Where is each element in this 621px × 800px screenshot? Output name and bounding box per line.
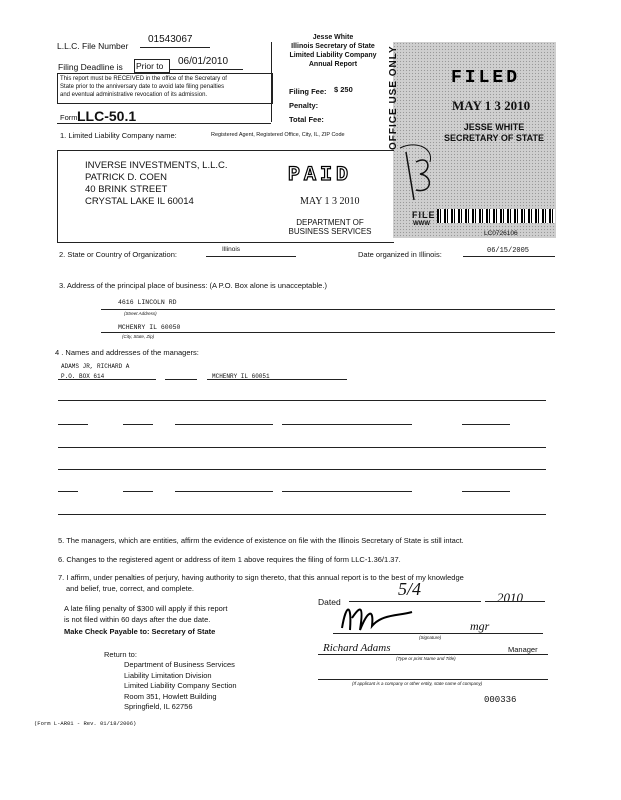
official-heading: Jesse White Illinois Secretary of State Limited Liability Company Annual Report [289,34,377,68]
barcode-left-text: WWW [413,221,430,227]
form-number: LLC-50.1 [77,108,137,124]
penalty-line2: is not filed within 60 days after the due date. [64,615,211,624]
barcode-prefix: FILE [412,210,436,220]
prior-to-label: Prior to [136,61,164,71]
item5-text: 5. The managers, which are entities, affirm the evidence of existence on file with the Illinois Secretary of State is still intact. [58,536,464,545]
signature-caption: (Signature) [419,635,442,640]
item3-label: 3. Address of the principal place of business: (A P.O. Box alone is unacceptable.) [59,281,327,290]
item6-text: 6. Changes to the registered agent or address of item 1 above requires the filing of form LLC-1.36/1.37. [58,555,401,564]
filing-notice: This report must be RECEIVED in the office of the Secretary of State prior to the anniversary date to avoid late filing penalties and eventual administrative revocation of its admission. [60,76,227,98]
barcode [437,209,555,223]
street-caption: (Street Address) [124,311,157,316]
item7-line1: 7. I affirm, under penalties of perjury, having authority to sign thereto, that this annual report is to the best of my knowledge [58,573,464,582]
llc-file-label: L.L.C. File Number [57,41,129,51]
name-caption: (Type or print Name and Title) [396,656,456,661]
handwritten-mark-icon [396,142,438,208]
filing-fee-value: $ 250 [334,85,353,94]
filing-deadline-date: 06/01/2010 [178,56,229,67]
state-of-organization: Illinois [222,246,241,253]
dated-label: Dated [318,597,341,607]
printed-name: Richard Adams [323,642,391,654]
manager-name: ADAMS JR, RICHARD A [61,363,130,370]
filing-deadline-label: Filing Deadline is [58,62,123,72]
handwritten-title: mgr [470,619,490,633]
item4-label: 4 . Names and addresses of the managers: [55,348,199,357]
city-caption: (City, State, Zip) [122,334,155,339]
signer-title: Manager [508,645,538,654]
penalty-line1: A late filing penalty of $300 will apply if this report [64,604,228,613]
principal-street: 4616 LINCOLN RD [118,299,177,306]
registered-agent-block: INVERSE INVESTMENTS, L.L.C. PATRICK D. COEN 40 BRINK STREET CRYSTAL LAKE IL 60014 [85,160,228,207]
sequence-number: 000336 [484,695,517,705]
entity-caption: (If applicant is a company or other entity, state name of company) [352,681,483,686]
form-label: Form [60,113,78,122]
handwritten-mark-text [412,175,414,177]
filed-by: JESSE WHITE SECRETARY OF STATE [443,122,544,143]
office-use-only-label: OFFICE USE ONLY [388,45,399,150]
make-check-payable: Make Check Payable to: Secretary of State [64,627,216,636]
item2-label: 2. State or Country of Organization: [59,250,177,259]
form-code: (Form L-AR01 - Rev. 01/18/2006) [34,720,137,727]
manager-city: MCHENRY IL 60051 [212,373,270,380]
date-organized: 06/15/2005 [487,247,530,255]
principal-city: MCHENRY IL 60050 [118,324,181,331]
item1-sub-label: Registered Agent, Registered Office, City, IL, ZIP Code [211,132,345,138]
manager-po-box: P.O. BOX 614 [61,373,105,380]
paid-date: MAY 1 3 2010 [300,196,360,207]
item7-line2: and belief, true, correct, and complete. [66,584,194,593]
llc-file-number: 01543067 [148,34,193,45]
signature-icon [338,600,416,634]
return-to-label: Return to: [104,650,137,659]
paid-stamp: PAID [288,164,353,187]
date-organized-label: Date organized in Illinois: [358,250,442,259]
dated-month-day: 5/4 [398,579,422,599]
barcode-id: LC0726106 [484,230,518,237]
item1-label: 1. Limited Liability Company name: [60,131,177,140]
fee-labels: Filing Fee: Penalty: Total Fee: [289,87,327,124]
department-stamp: DEPARTMENT OF BUSINESS SERVICES [288,218,372,236]
dated-year: 2010 [497,590,523,605]
filed-stamp: FILED [451,68,521,88]
filed-date: MAY 1 3 2010 [452,98,531,113]
return-address: Department of Business Services Liability Limitation Division Limited Liability Company Section Room 351, Howlett Building Springfield, IL 62756 [124,660,237,711]
